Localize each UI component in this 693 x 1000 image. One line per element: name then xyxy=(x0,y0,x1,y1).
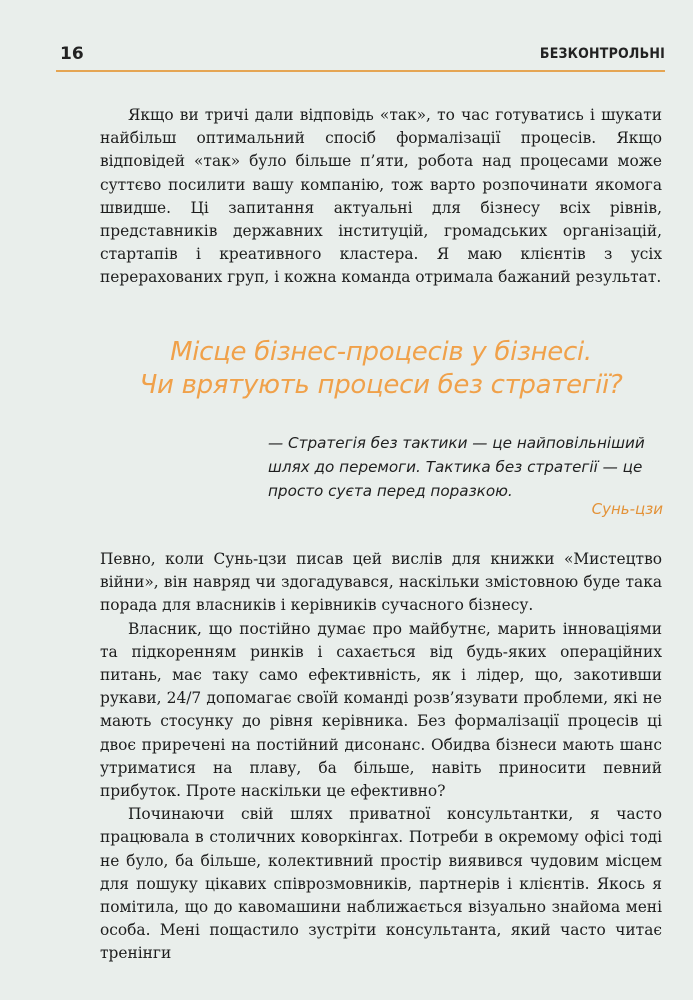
intro-paragraph: Якщо ви тричі дали відповідь «так», то час готуватись і шукати найбільш оптимальний спосіб формалізації процесів. Якщо відповідей «так» було більше п’яти, робота над процесами може суттєво посилити вашу компанію, тож варто розпочинати якомога швидше. Ці запитання актуальні для бізнесу всіх рівнів, представників державних інституцій, громадських організацій, стартапів і креативного кластера. Я маю клієнтів з усіх перерахованих груп, і кожна команда отримала бажаний результат. xyxy=(100,106,662,287)
body-paragraph-1: Певно, коли Сунь-цзи писав цей вислів для книжки «Мистецтво війни», він навряд чи здогадувався, наскільки змістовною буде така порада для власників і керівників сучасного бізнесу. xyxy=(100,550,662,615)
section-heading xyxy=(100,336,662,402)
epigraph-author: Сунь-цзи xyxy=(591,500,663,518)
running-title: БЕЗКОНТРОЛЬНІ xyxy=(539,46,665,62)
header-divider xyxy=(56,70,665,72)
page-number: 16 xyxy=(60,44,84,64)
body-paragraph-3: Починаючи свій шлях приватної консультантки, я часто працювала в столичних коворкінгах. Потреби в окремому офісі тоді не було, ба більше, колективний простір виявився чудовим місцем для пошуку цікавих співрозмовників, партнерів і клієнтів. Якось я помітила, що до кавомашини наближається візуально знайома мені особа. Мені пощастило зустріти консультанта, який часто читає тренінги xyxy=(100,805,662,963)
body-text xyxy=(100,548,662,966)
intro-text xyxy=(100,104,662,290)
section-heading-line-1: Місце бізнес-процесів у бізнесі. xyxy=(170,337,592,367)
section-heading-line-2: Чи врятують процеси без стратегії? xyxy=(139,370,623,400)
epigraph-quote: — Стратегія без тактики — це найповільніший шлях до перемоги. Тактика без стратегії — це просто суєта перед поразкою. xyxy=(268,434,645,500)
body-paragraph-2: Власник, що постійно думає про майбутнє, марить інноваціями та підкоренням ринків і сахається від будь-яких операційних питань, має таку само ефективність, як і лідер, що, закотивши рукави, 24/7 допомагає своїй команді розв’язувати проблеми, які не мають стосунку до рівня керівника. Без формалізації процесів ці двоє приречені на постійний дисонанс. Обидва бізнеси мають шанс утриматися на плаву, ба більше, навіть приносити певний прибуток. Проте наскільки це ефективно? xyxy=(100,619,662,801)
